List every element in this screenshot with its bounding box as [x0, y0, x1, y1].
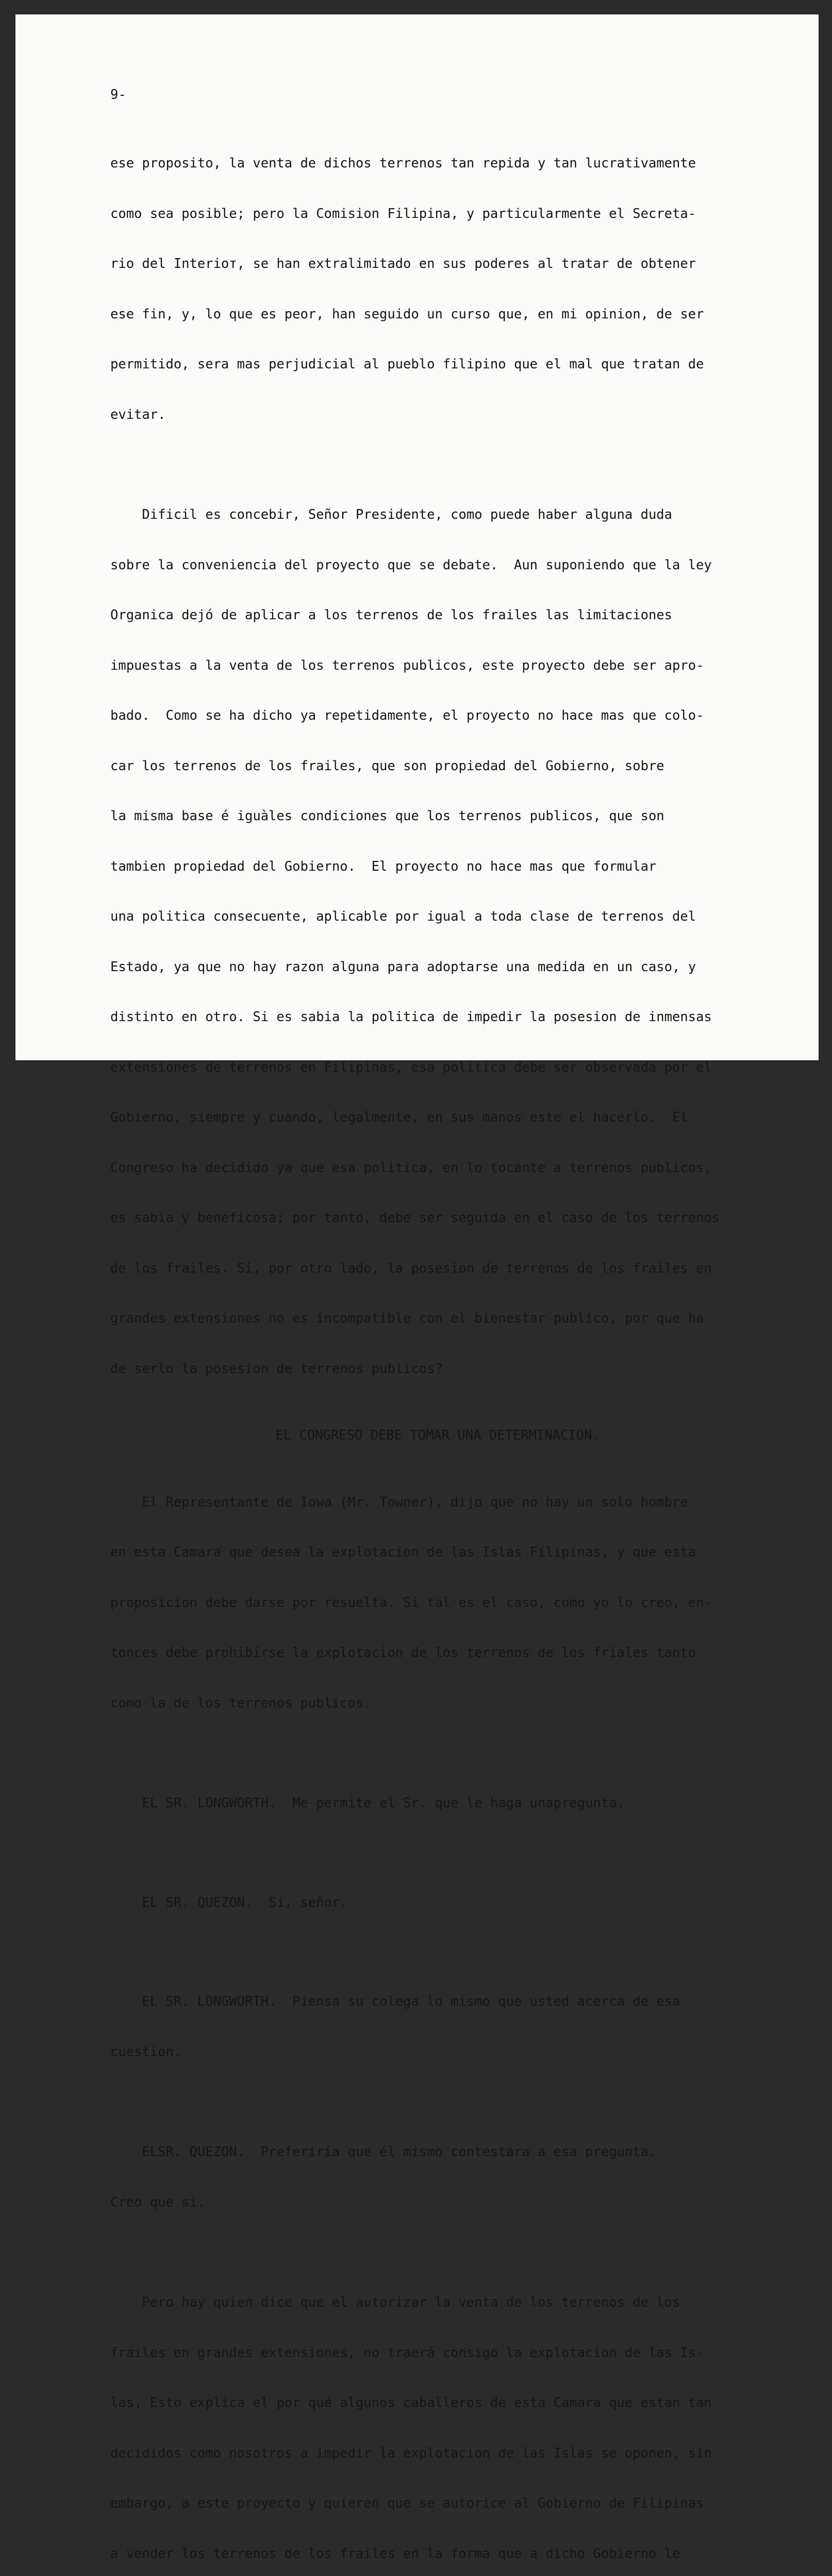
text-line: es sabia y beneficosa; por tanto, debe ser seguida en el caso de los terrenos	[110, 1210, 720, 1226]
text-line: de los frailes. Si, por otro lado, la posesion de terrenos de los frailes en	[110, 1260, 712, 1276]
dialogue-quezon-1	[110, 1861, 775, 1945]
text-line: tambien propiedad del Gobierno. El proyecto no hace mas que formular	[110, 858, 657, 874]
text-line: en esta Camara que desea la explotacion de las Islas Filipinas, y que esta	[110, 1545, 696, 1560]
text-line: bado. Como se ha dicho ya repetidamente, el proyecto no hace mas que colo-	[110, 708, 704, 723]
text-line: car los terrenos de los frailes, que son propiedad del Gobierno, sobre	[110, 758, 664, 774]
text-line: como sea posible; pero la Comision Filipina, y particularmente el Secreta-	[110, 206, 696, 222]
document-body	[110, 87, 775, 2576]
text-line: cuestion.	[110, 2044, 182, 2060]
text-line: evitar.	[110, 406, 166, 422]
text-line: distinto en otro. Si es sabia la politica de impedir la posesion de inmensas	[110, 1009, 712, 1025]
text-line: embargo, a este proyecto y quieren que se autorice al Gobierno de Filipinas	[110, 2496, 704, 2511]
text-line: proposicion debe darse por resuelta. Si tal es el caso, como yo lo creo, en-	[110, 1595, 712, 1611]
text-line: una politica consecuente, aplicable por igual a toda clase de terrenos del	[110, 909, 696, 924]
text-line: EL SR. LONGWORTH. Me permite el Sr. que le haga unapregunta.	[110, 1795, 625, 1811]
text-line: Pero hay quien dice que el autorizar la venta de los terrenos de los	[110, 2295, 680, 2310]
paragraph-2	[110, 473, 775, 1411]
text-line: extensiones de terrenos en Filipinas, esa politica debe ser observada por el	[110, 1059, 712, 1075]
text-line: Organica dejó de aplicar a los terrenos de los frailes las limitaciones	[110, 607, 673, 623]
text-line: ese proposito, la venta de dichos terrenos tan repida y tan lucrativamente	[110, 156, 696, 171]
text-line: EL SR. QUEZON. Si, señor.	[110, 1894, 348, 1910]
section-heading: EL CONGRESO DEBE TOMAR UNA DETERMINACION.	[275, 1428, 600, 1443]
text-line: a vender los terrenos de los frailes en la forma que a dicho Gobierno le	[110, 2546, 680, 2562]
text-line: El Representante de Iowa (Mr. Towner), dijo que no hay un solo hombre	[110, 1494, 688, 1510]
text-line: rio del Interioт, se han extralimitado en sus poderes al tratar de obtener	[110, 256, 696, 272]
dialogue-quezon-2	[110, 2110, 775, 2244]
text-line: la misma base é iguàles condiciones que los terrenos publicos, que son	[110, 808, 664, 824]
text-line: Gobierno, siempre y cuando, legalmente, en sus manos este el hacerlo. El	[110, 1110, 688, 1125]
text-line: decididos como nosotros a impedir la explotacion de las Islas se oponen, sin	[110, 2445, 712, 2461]
text-line: frailes en grandes extensiones, no traerá consigo la explotacion de las Is-	[110, 2345, 704, 2361]
text-line: ELSR. QUEZON. Preferiría que él mismo contestara a esa pregunta.	[110, 2144, 657, 2160]
dialogue-longworth-1	[110, 1761, 775, 1845]
text-line: Estado, ya que no hay razon alguna para adoptarse una medida en un caso, y	[110, 959, 696, 975]
text-line: permitido, sera mas perjudicial al pueblo filipino que el mal que tratan de	[110, 357, 704, 372]
document-page	[15, 14, 819, 2562]
paragraph-1	[110, 122, 775, 456]
paragraph-4	[110, 2261, 775, 2576]
text-line: Creo que si.	[110, 2194, 206, 2210]
dialogue-longworth-2	[110, 1960, 775, 2094]
text-line: EL SR. LONGWORTH. Piensa su colega lo mismo que usted acerca de esa	[110, 1994, 680, 2009]
text-line: las, Esto explica el por qué algunos caballeros de esta Camara que estan tan	[110, 2395, 712, 2411]
text-line: de serlo la posesion de terrenos publicos?	[110, 1361, 443, 1377]
text-line: Congreso ha decidido ya que esa politica, en lo tocante a terrenos publicos,	[110, 1160, 712, 1176]
text-line: impuestas a la venta de los terrenos publicos, este proyecto debe ser apro-	[110, 657, 704, 673]
page-number: 9-	[110, 87, 126, 103]
text-line: como la de los terrenos publicos.	[110, 1695, 372, 1711]
text-line: tonces debe prohibirse la explotacion de los terrenos de los friales tanto	[110, 1645, 696, 1660]
paragraph-3	[110, 1461, 775, 1745]
text-line: Dificil es concebir, Señor Presidente, como puede haber alguna duda	[110, 507, 673, 522]
text-line: ese fin, y, lo que es peor, han seguido un curso que, en mi opinion, de ser	[110, 306, 704, 322]
text-line: grandes extensiones no es incompatible con el bienestar publico, por que ha	[110, 1311, 704, 1326]
text-line: sobre la conveniencia del proyecto que se debate. Aun suponiendo que la ley	[110, 557, 712, 573]
